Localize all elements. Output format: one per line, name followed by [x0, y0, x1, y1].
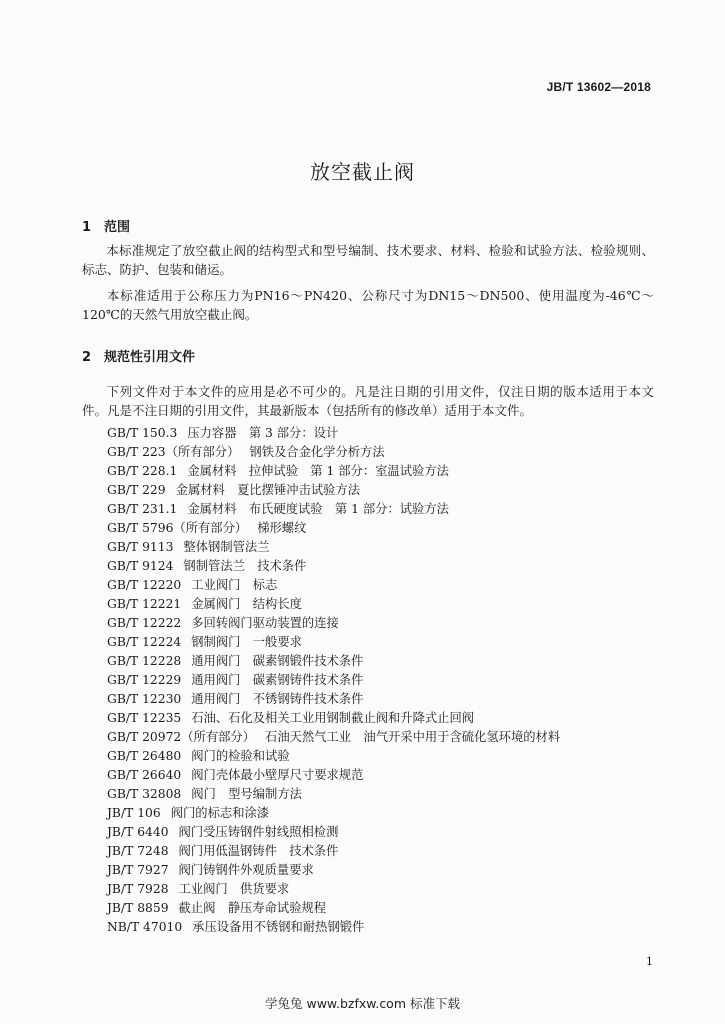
reference-item: [107, 576, 667, 595]
reference-title: 阀门用低温钢铸件 技术条件: [178, 844, 339, 858]
reference-code: GB/T 12235: [107, 711, 182, 725]
reference-title: 石油天然气工业 油气开采中用于含硫化氢环境的材料: [265, 730, 561, 744]
reference-item: [107, 500, 667, 519]
reference-title: 承压设备用不锈钢和耐热钢锻件: [192, 920, 365, 934]
reference-item: [107, 614, 667, 633]
reference-title: 阀门受压铸钢件射线照相检测: [178, 825, 339, 839]
reference-item: [107, 481, 667, 500]
section-title: 规范性引用文件: [104, 350, 196, 365]
reference-title: 通用阀门 碳素钢锻件技术条件: [191, 654, 364, 668]
reference-item: [107, 861, 667, 880]
reference-code: GB/T 223（所有部分）: [107, 445, 240, 459]
reference-code: GB/T 12224: [107, 635, 182, 649]
reference-title: 钢制管法兰 技术条件: [183, 559, 307, 573]
reference-title: 梯形螺纹: [257, 521, 307, 535]
reference-item: [107, 519, 667, 538]
reference-item: [107, 823, 667, 842]
reference-title: 阀门的标志和涂漆: [170, 806, 270, 820]
reference-code: GB/T 9124: [107, 559, 174, 573]
section-heading-scope: [82, 216, 130, 235]
reference-code: GB/T 229: [107, 483, 166, 497]
reference-item: [107, 728, 667, 747]
reference-title: 工业阀门 标志: [191, 578, 278, 592]
references-intro-paragraph: 下列文件对于本文件的应用是必不可少的。凡是注日期的引用文件，仅注日期的版本适用于本文件。凡是不注日期的引用文件，其最新版本（包括所有的修改单）适用于本文件。: [82, 384, 654, 418]
reference-title: 金属阀门 结构长度: [191, 597, 302, 611]
reference-title: 钢铁及合金化学分析方法: [249, 445, 385, 459]
reference-item: [107, 595, 667, 614]
reference-title: 金属材料 布氏硬度试验 第 1 部分：试验方法: [187, 502, 449, 516]
watermark-text: 学兔兔 www.bzfxw.com 标准下载: [265, 996, 460, 1011]
reference-code: JB/T 7927: [107, 863, 169, 877]
reference-code: GB/T 12230: [107, 692, 182, 706]
reference-code: GB/T 12228: [107, 654, 182, 668]
reference-item: [107, 766, 667, 785]
reference-code: JB/T 106: [107, 806, 161, 820]
page-number: 1: [646, 955, 653, 968]
reference-title: 压力容器 第 3 部分：设计: [187, 426, 339, 440]
reference-item: [107, 652, 667, 671]
reference-item: [107, 443, 667, 462]
reference-item: [107, 842, 667, 861]
reference-item: [107, 918, 667, 937]
reference-title: 整体钢制管法兰: [183, 540, 270, 554]
reference-code: GB/T 12222: [107, 616, 182, 630]
reference-code: JB/T 6440: [107, 825, 169, 839]
reference-code: GB/T 5796（所有部分）: [107, 521, 248, 535]
reference-item: [107, 880, 667, 899]
reference-item: [107, 538, 667, 557]
section-number: 2: [82, 350, 92, 365]
reference-code: NB/T 47010: [107, 920, 183, 934]
reference-title: 石油、石化及相关工业用钢制截止阀和升降式止回阀: [191, 711, 475, 725]
scope-paragraph-1: 本标准规定了放空截止阀的结构型式和型号编制、技术要求、材料、检验和试验方法、检验规则、标志、防护、包装和储运。: [82, 243, 654, 277]
reference-item: [107, 462, 667, 481]
reference-code: GB/T 12229: [107, 673, 182, 687]
reference-code: GB/T 26640: [107, 768, 182, 782]
reference-code: GB/T 12220: [107, 578, 182, 592]
reference-title: 阀门的检验和试验: [191, 749, 290, 763]
reference-title: 金属材料 拉伸试验 第 1 部分：室温试验方法: [187, 464, 449, 478]
scope-paragraph-2: 本标准适用于公称压力为PN16～PN420、公称尺寸为DN15～DN500、使用温度为-46℃～120℃的天然气用放空截止阀。: [82, 288, 654, 322]
reference-item: [107, 747, 667, 766]
reference-code: GB/T 9113: [107, 540, 174, 554]
reference-title: 阀门 型号编制方法: [191, 787, 302, 801]
reference-code: JB/T 7928: [107, 882, 169, 896]
reference-code: JB/T 7248: [107, 844, 169, 858]
reference-item: [107, 709, 667, 728]
reference-title: 阀门铸钢件外观质量要求: [178, 863, 314, 877]
reference-code: GB/T 231.1: [107, 502, 178, 516]
reference-item: [107, 633, 667, 652]
reference-code: GB/T 228.1: [107, 464, 178, 478]
reference-title: 通用阀门 不锈钢铸件技术条件: [191, 692, 364, 706]
section-title: 范围: [104, 220, 131, 235]
reference-item: [107, 671, 667, 690]
reference-item: [107, 424, 667, 443]
reference-item: [107, 690, 667, 709]
reference-title: 截止阀 静压寿命试验规程: [178, 901, 327, 915]
document-title: 放空截止阀: [310, 160, 415, 184]
reference-title: 多回转阀门驱动装置的连接: [191, 616, 339, 630]
reference-code: GB/T 26480: [107, 749, 182, 763]
reference-item: [107, 804, 667, 823]
reference-title: 工业阀门 供货要求: [178, 882, 290, 896]
reference-item: [107, 785, 667, 804]
reference-title: 阀门壳体最小壁厚尺寸要求规范: [191, 768, 364, 782]
reference-list: [107, 424, 667, 937]
reference-code: GB/T 12221: [107, 597, 182, 611]
section-heading-normative-references: [82, 346, 195, 365]
reference-title: 钢制阀门 一般要求: [191, 635, 302, 649]
reference-title: 金属材料 夏比摆锤冲击试验方法: [175, 483, 361, 497]
section-number: 1: [82, 220, 92, 235]
reference-title: 通用阀门 碳素钢铸件技术条件: [191, 673, 364, 687]
reference-code: JB/T 8859: [107, 901, 169, 915]
reference-item: [107, 557, 667, 576]
reference-code: GB/T 150.3: [107, 426, 178, 440]
reference-code: GB/T 20972（所有部分）: [107, 730, 256, 744]
standard-number: JB/T 13602—2018: [546, 80, 651, 94]
reference-item: [107, 899, 667, 918]
reference-code: GB/T 32808: [107, 787, 182, 801]
